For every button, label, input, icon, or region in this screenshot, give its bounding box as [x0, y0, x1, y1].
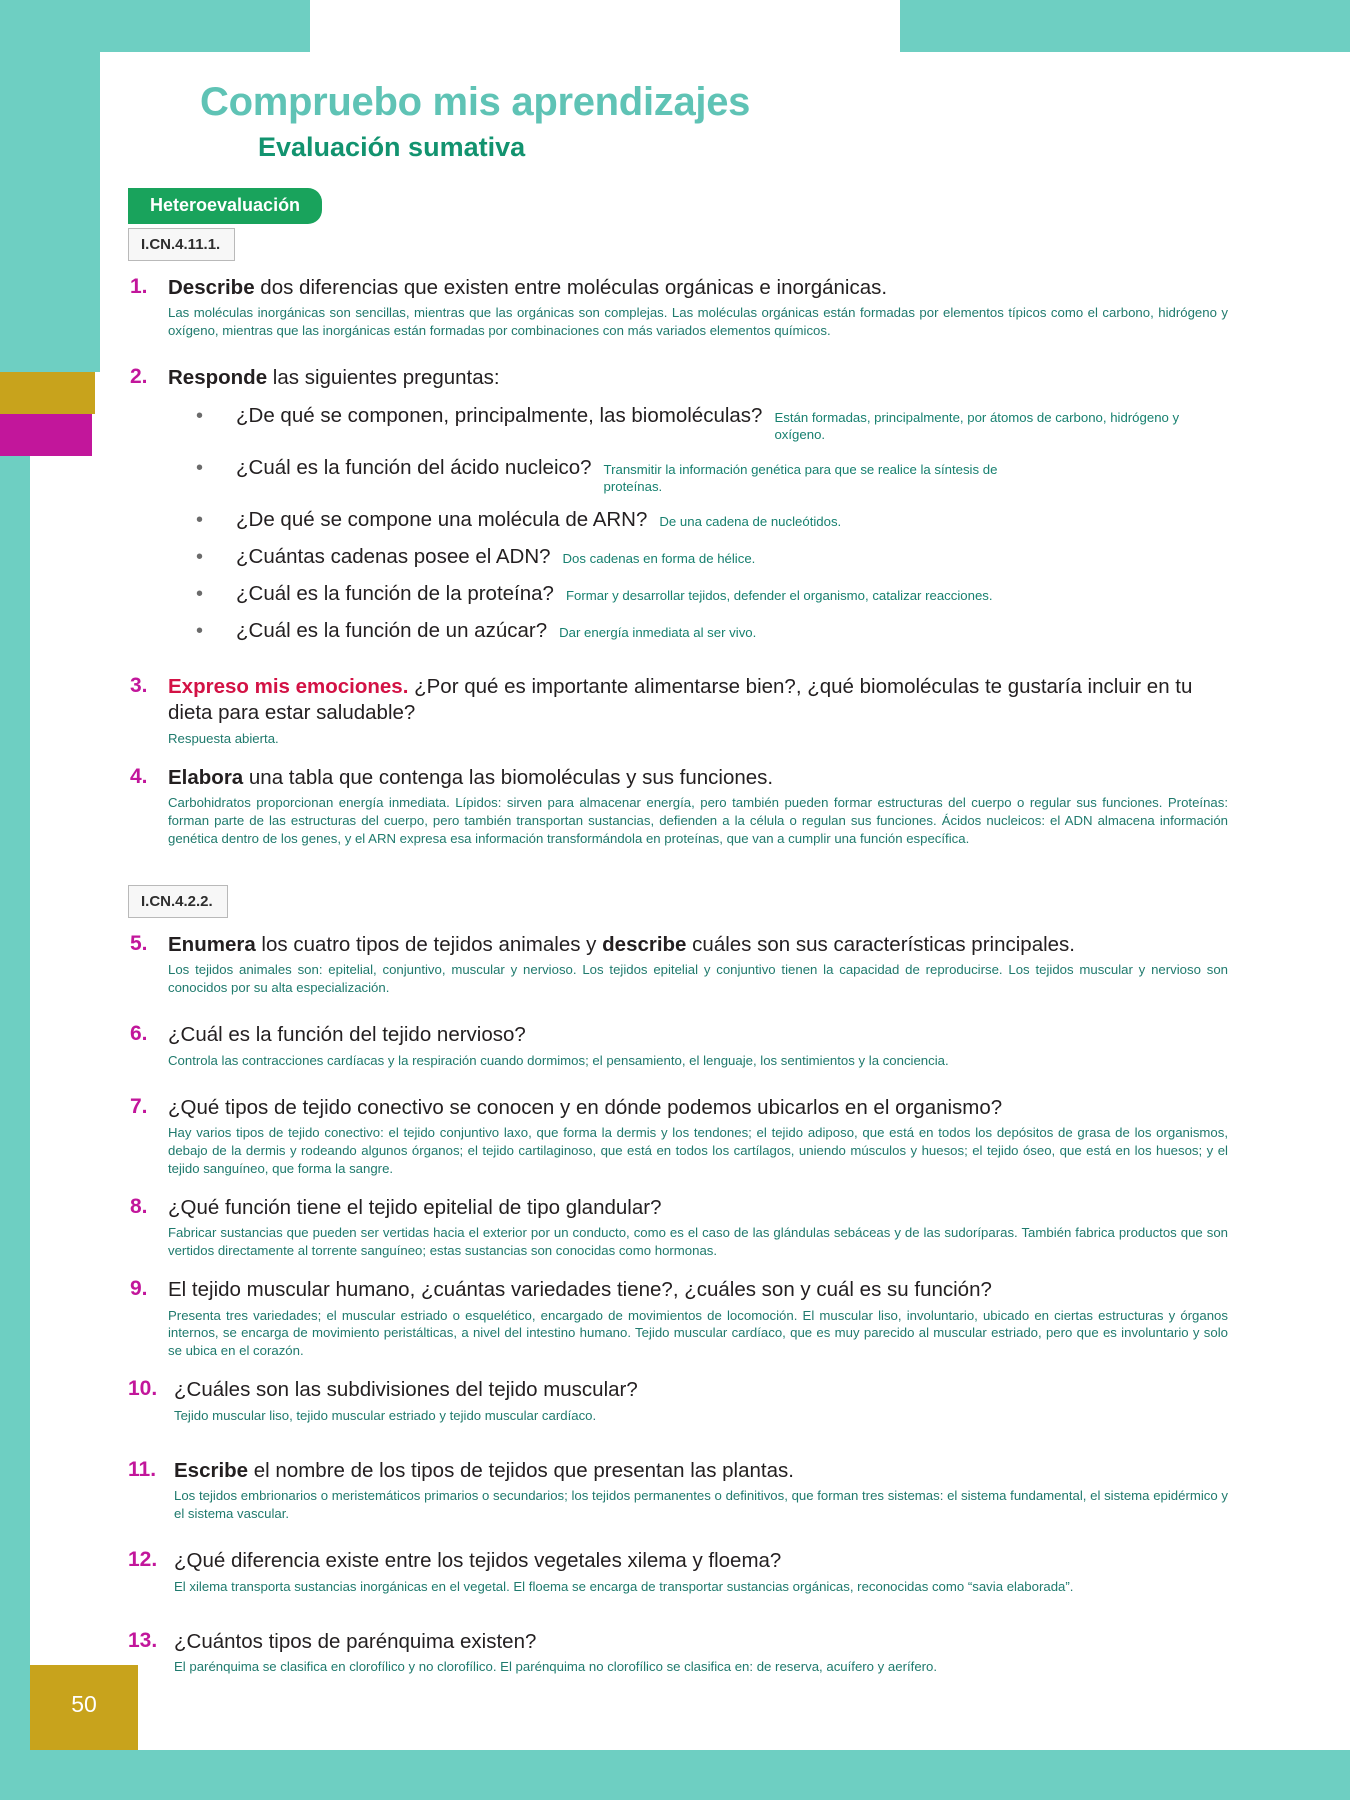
question-text [168, 674, 1228, 726]
list-item [196, 582, 1228, 606]
page-subtitle: Evaluación sumativa [258, 132, 526, 162]
question-statement: dos diferencias que existen entre moléculas orgánicas e inorgánicas. [254, 276, 888, 299]
header-teal-block-left [0, 0, 310, 52]
sidebar-magenta-band [0, 414, 92, 456]
question-answer: Presenta tres variedades; el muscular estriado o esquelético, encargado de movimientos de locomoción. El muscular liso, involuntario, ubicado en ciertas estructuras y órganos internos, se encarga de movimiento peristálticas, a nivel del intestino humano. Tejido muscular cardíaco, que es muy parecido al muscular estriado, pero que es involuntario y solo se ubica en el corazón. [168, 1307, 1228, 1358]
question-item [128, 1022, 1228, 1069]
question-verb: Responde [168, 366, 268, 390]
question-answer: Tejido muscular liso, tejido muscular estriado y tejido muscular cardíaco. [174, 1407, 597, 1423]
question-number: 6. [130, 1022, 148, 1046]
sub-question-text: ¿De qué se compone una molécula de ARN? [236, 508, 648, 532]
question-item [128, 1277, 1228, 1359]
question-text [168, 932, 1228, 958]
questions-container [128, 228, 1228, 1684]
question-text [174, 1548, 1228, 1574]
question-number: 8. [130, 1195, 148, 1219]
question-answer: Controla las contracciones cardíacas y la respiración cuando dormimos; el pensamiento, el lenguaje, los sentimientos y la conciencia. [168, 1052, 949, 1068]
footer-teal-band [30, 1750, 1350, 1800]
bullet-icon: • [196, 456, 204, 479]
question-statement: una tabla que contenga las biomoléculas y sus funciones. [243, 766, 774, 790]
question-text [168, 765, 1228, 791]
question-item [128, 1095, 1228, 1177]
question-answer: Hay varios tipos de tejido conectivo: el tejido conjuntivo laxo, que forma la dermis y los tendones; el tejido adiposo, que está en todos los depósitos de grasa de los organismos, debajo de la dermis y rodeando algunos órganos; el tejido cartilaginoso, que está en todos los cartílagos, uniendo músculos y huesos; el tejido óseo, que está en los huesos; y el tejido sanguíneo, que forma la sangre. [168, 1125, 1228, 1176]
question-answer: Carbohidratos proporcionan energía inmediata. Lípidos: sirven para almacenar energía, pero también pueden formar estructuras del cuerpo o regular sus funciones. Proteínas: forman parte de las estructuras del cuerpo, pero también transportan sustancias, defienden a la célula o regulan sus funciones. Ácidos nucleicos: el ADN almacena información genética dentro de los genes, y el ARN expresa esa información transformándola en proteínas, que van a cumplir una función específica. [168, 795, 1228, 846]
question-number: 10. [128, 1377, 158, 1401]
question-statement: el nombre de los tipos de tejidos que presentan las plantas. [248, 1459, 794, 1483]
question-statement: ¿Cuántos tipos de parénquima existen? [174, 1630, 537, 1654]
question-verb-2: describe [602, 933, 687, 957]
standard-code-1: I.CN.4.11.1. [128, 228, 235, 261]
page-title: Compruebo mis aprendizajes [200, 80, 751, 124]
question-text [174, 1458, 1228, 1484]
question-item [128, 1629, 1228, 1676]
bullet-icon: • [196, 404, 204, 427]
question-item [128, 765, 1228, 847]
bullet-icon: • [196, 509, 204, 532]
list-item [196, 404, 1228, 443]
sub-question-answer: Formar y desarrollar tejidos, defender el organismo, catalizar reacciones. [565, 588, 993, 604]
question-statement: ¿Qué diferencia existe entre los tejidos vegetales xilema y floema? [174, 1549, 782, 1573]
list-item [196, 545, 1228, 569]
question-statement: El tejido muscular humano, ¿cuántas variedades tiene?, ¿cuáles son y cuál es su función? [168, 1278, 992, 1302]
question-number: 13. [128, 1629, 158, 1653]
question-text [168, 1095, 1228, 1121]
question-number: 4. [130, 765, 148, 789]
list-item [196, 619, 1228, 643]
question-text [168, 275, 1228, 301]
question-text [174, 1377, 1228, 1403]
question-number: 12. [128, 1548, 158, 1572]
question-text [174, 1629, 1228, 1655]
sidebar-left-rail [0, 456, 30, 1800]
sub-question-text: ¿Cuántas cadenas posee el ADN? [236, 545, 551, 569]
question-number: 1. [130, 275, 148, 298]
sub-question-answer: Dar energía inmediata al ser vivo. [559, 625, 757, 641]
bullet-icon: • [196, 583, 204, 606]
question-verb: Describe [168, 276, 255, 299]
sub-question-text: ¿De qué se componen, principalmente, las biomoléculas? [236, 403, 763, 427]
question-number: 7. [130, 1095, 148, 1119]
sub-question-list [196, 404, 1228, 644]
question-item [128, 1195, 1228, 1259]
question-item [128, 1548, 1228, 1595]
question-item [128, 1377, 1228, 1424]
question-statement: ¿Cuáles son las subdivisiones del tejido muscular? [174, 1378, 638, 1402]
sub-question-answer: De una cadena de nucleótidos. [659, 514, 842, 530]
standard-code-2: I.CN.4.2.2. [128, 885, 228, 918]
sub-question-answer: Transmitir la información genética para que se realice la síntesis de proteínas. [603, 461, 998, 495]
list-item [196, 508, 1228, 532]
question-statement-2: cuáles son sus características principales. [686, 933, 1075, 957]
sidebar-teal-band [0, 52, 108, 372]
sub-question-answer: Dos cadenas en forma de hélice. [562, 551, 756, 567]
question-number: 11. [128, 1458, 157, 1482]
question-number: 5. [130, 932, 148, 956]
list-item [196, 456, 1228, 495]
question-item [128, 275, 1228, 339]
question-answer: Fabricar sustancias que pueden ser vertidas hacia el exterior por un conducto, como es el caso de las glándulas sebáceas y de las sudoríparas. También fabrica productos que son vertidos directamente al torrente sanguíneo; estas sustancias son conocidas como hormonas. [168, 1225, 1228, 1258]
question-number: 2. [130, 365, 148, 389]
question-number: 3. [130, 674, 148, 698]
question-verb: Enumera [168, 933, 256, 957]
question-text [168, 365, 1228, 391]
question-item [128, 1458, 1228, 1522]
section-tab-heteroevaluacion: Heteroevaluación [128, 188, 322, 224]
question-text [168, 1195, 1228, 1221]
question-statement: ¿Por qué es importante alimentarse bien?, ¿qué biomoléculas te gustaría incluir en tu dieta para estar saludable? [168, 675, 1193, 725]
question-text [168, 1022, 1228, 1048]
question-answer: Respuesta abierta. [168, 730, 279, 746]
bullet-icon: • [196, 546, 204, 569]
question-verb: Elabora [168, 766, 244, 790]
question-number: 9. [130, 1277, 148, 1301]
question-answer: Los tejidos embrionarios o meristemáticos primarios o secundarios; los tejidos permanentes o definitivos, que forman tres sistemas: el sistema fundamental, el sistema epidérmico y el sistema vascular. [174, 1488, 1228, 1521]
question-text [168, 1277, 1228, 1303]
question-statement: las siguientes preguntas: [267, 366, 500, 390]
question-statement: los cuatro tipos de tejidos animales y [255, 933, 603, 957]
sub-question-text: ¿Cuál es la función del ácido nucleico? [236, 455, 592, 479]
bullet-icon: • [196, 620, 204, 643]
sidebar-gold-band [0, 372, 95, 414]
question-item [128, 674, 1228, 747]
page-number: 50 [30, 1665, 138, 1750]
question-answer: Los tejidos animales son: epitelial, conjuntivo, muscular y nervioso. Los tejidos epitelial y conjuntivo tienen la capacidad de reproducirse. Los tejidos muscular y nervioso son conocidos por su alta especialización. [168, 962, 1228, 995]
question-answer: El parénquima se clasifica en clorofílico y no clorofílico. El parénquima no clorofílico se clasifica en: de reserva, acuífero y aerífero. [174, 1659, 938, 1675]
question-item [128, 932, 1228, 996]
emotion-label: Expreso mis emociones. [168, 675, 409, 699]
question-answer: El xilema transporta sustancias inorgánicas en el vegetal. El floema se encarga de transportar sustancias orgánicas, reconocidas como “savia elaborada”. [174, 1578, 1074, 1594]
question-answer: Las moléculas inorgánicas son sencillas, mientras que las orgánicas son complejas. Las moléculas orgánicas están formadas por elementos típicos como el carbono, hidrógeno y oxígeno, mientras que las inorgánicas están formadas por combinaciones con más variados elementos químicos. [168, 305, 1228, 338]
sub-question-text: ¿Cuál es la función de la proteína? [236, 582, 554, 606]
sub-question-answer: Están formadas, principalmente, por átomos de carbono, hidrógeno y oxígeno. [774, 409, 1180, 442]
sub-question-text: ¿Cuál es la función de un azúcar? [236, 619, 548, 643]
question-verb: Escribe [174, 1459, 249, 1483]
question-statement: ¿Qué función tiene el tejido epitelial de tipo glandular? [168, 1196, 662, 1220]
question-item [128, 365, 1228, 656]
question-statement: ¿Qué tipos de tejido conectivo se conocen y en dónde podemos ubicarlos en el organismo? [168, 1096, 1003, 1120]
question-statement: ¿Cuál es la función del tejido nervioso? [168, 1023, 526, 1047]
